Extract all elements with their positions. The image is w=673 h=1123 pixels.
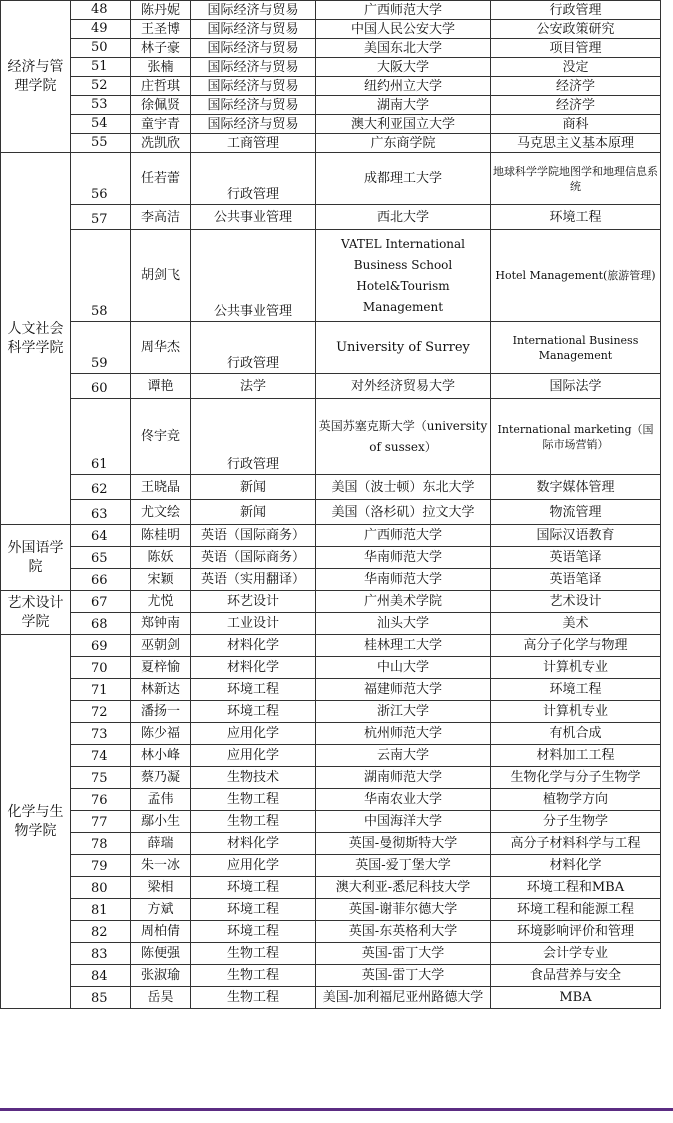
original-major: 生物工程 [191, 965, 316, 987]
student-name: 陈少福 [131, 723, 191, 745]
row-number: 80 [71, 877, 131, 899]
student-name: 孟伟 [131, 789, 191, 811]
admitted-school: 湖南师范大学 [316, 767, 491, 789]
student-name: 薛瑞 [131, 833, 191, 855]
study-field: 美术 [491, 613, 661, 635]
study-field: 经济学 [491, 77, 661, 96]
study-field: 植物学方向 [491, 789, 661, 811]
table-row [1, 965, 661, 987]
table-row [1, 591, 661, 613]
student-name: 谭艳 [131, 374, 191, 399]
row-number: 51 [71, 58, 131, 77]
row-number: 70 [71, 657, 131, 679]
row-number: 78 [71, 833, 131, 855]
study-field: 计算机专业 [491, 657, 661, 679]
original-major: 国际经济与贸易 [191, 1, 316, 20]
student-name: 尤悦 [131, 591, 191, 613]
row-number: 62 [71, 475, 131, 500]
student-name: 林新达 [131, 679, 191, 701]
student-name: 陈妖 [131, 547, 191, 569]
table-row [1, 230, 661, 322]
row-number: 49 [71, 20, 131, 39]
original-major: 国际经济与贸易 [191, 58, 316, 77]
admitted-school: 英国-东英格利大学 [316, 921, 491, 943]
admitted-school: 英国-谢菲尔德大学 [316, 899, 491, 921]
table-row [1, 701, 661, 723]
student-name: 周柏倩 [131, 921, 191, 943]
table-row [1, 205, 661, 230]
student-name: 王晓晶 [131, 475, 191, 500]
admitted-school: University of Surrey [316, 322, 491, 374]
student-name: 朱一冰 [131, 855, 191, 877]
original-major: 新闻 [191, 475, 316, 500]
row-number: 53 [71, 96, 131, 115]
student-name: 林子豪 [131, 39, 191, 58]
admitted-school: 华南农业大学 [316, 789, 491, 811]
admitted-school: 广州美术学院 [316, 591, 491, 613]
original-major: 行政管理 [191, 153, 316, 205]
table-row [1, 921, 661, 943]
study-field: 有机合成 [491, 723, 661, 745]
table-row [1, 58, 661, 77]
table-row [1, 134, 661, 153]
original-major: 材料化学 [191, 657, 316, 679]
study-field: 计算机专业 [491, 701, 661, 723]
row-number: 66 [71, 569, 131, 591]
admitted-school: 广东商学院 [316, 134, 491, 153]
student-name: 郑钟南 [131, 613, 191, 635]
row-number: 57 [71, 205, 131, 230]
original-major: 国际经济与贸易 [191, 39, 316, 58]
row-number: 84 [71, 965, 131, 987]
admitted-school: 英国苏塞克斯大学（university of sussex） [316, 399, 491, 475]
study-field: 环境工程和MBA [491, 877, 661, 899]
admitted-school: 英国-雷丁大学 [316, 943, 491, 965]
admitted-school: 澳大利亚-悉尼科技大学 [316, 877, 491, 899]
row-number: 60 [71, 374, 131, 399]
admitted-school: 大阪大学 [316, 58, 491, 77]
admitted-school: 美国（洛杉矶）拉文大学 [316, 500, 491, 525]
original-major: 国际经济与贸易 [191, 115, 316, 134]
table-row [1, 374, 661, 399]
original-major: 英语（实用翻译） [191, 569, 316, 591]
study-field: 商科 [491, 115, 661, 134]
original-major: 国际经济与贸易 [191, 20, 316, 39]
student-name: 陈桂明 [131, 525, 191, 547]
study-field: International marketing（国际市场营销） [491, 399, 661, 475]
table-row [1, 525, 661, 547]
table-row [1, 833, 661, 855]
original-major: 国际经济与贸易 [191, 77, 316, 96]
original-major: 英语（国际商务） [191, 547, 316, 569]
row-number: 48 [71, 1, 131, 20]
admitted-school: 英国-曼彻斯特大学 [316, 833, 491, 855]
admitted-school: 中国海洋大学 [316, 811, 491, 833]
row-number: 58 [71, 230, 131, 322]
table-row [1, 613, 661, 635]
row-number: 54 [71, 115, 131, 134]
admitted-school: 福建师范大学 [316, 679, 491, 701]
admitted-school: 广西师范大学 [316, 525, 491, 547]
original-major: 应用化学 [191, 723, 316, 745]
original-major: 英语（国际商务） [191, 525, 316, 547]
row-number: 85 [71, 987, 131, 1009]
row-number: 65 [71, 547, 131, 569]
original-major: 环境工程 [191, 899, 316, 921]
student-name: 岳昊 [131, 987, 191, 1009]
row-number: 75 [71, 767, 131, 789]
student-name: 梁相 [131, 877, 191, 899]
original-major: 工业设计 [191, 613, 316, 635]
study-field: 公安政策研究 [491, 20, 661, 39]
study-field: 材料加工工程 [491, 745, 661, 767]
row-number: 83 [71, 943, 131, 965]
table-row [1, 96, 661, 115]
footer-divider [0, 1108, 673, 1111]
admitted-school: 广西师范大学 [316, 1, 491, 20]
original-major: 行政管理 [191, 322, 316, 374]
original-major: 行政管理 [191, 399, 316, 475]
row-number: 76 [71, 789, 131, 811]
original-major: 环境工程 [191, 679, 316, 701]
student-name: 尤文绘 [131, 500, 191, 525]
study-field: 英语笔译 [491, 547, 661, 569]
study-field: 行政管理 [491, 1, 661, 20]
study-field: 分子生物学 [491, 811, 661, 833]
study-field: 国际法学 [491, 374, 661, 399]
table-row [1, 115, 661, 134]
table-row [1, 811, 661, 833]
row-number: 52 [71, 77, 131, 96]
admitted-school: 美国-加利福尼亚州路德大学 [316, 987, 491, 1009]
table-row [1, 723, 661, 745]
admitted-school: 澳大利亚国立大学 [316, 115, 491, 134]
table-row [1, 635, 661, 657]
table-row [1, 987, 661, 1009]
original-major: 材料化学 [191, 635, 316, 657]
study-field: 食品营养与安全 [491, 965, 661, 987]
table-row [1, 789, 661, 811]
study-field: 没定 [491, 58, 661, 77]
admitted-school: 华南师范大学 [316, 547, 491, 569]
study-field: 马克思主义基本原理 [491, 134, 661, 153]
row-number: 82 [71, 921, 131, 943]
table-row [1, 899, 661, 921]
study-field: MBA [491, 987, 661, 1009]
student-name: 鄢小生 [131, 811, 191, 833]
original-major: 工商管理 [191, 134, 316, 153]
row-number: 72 [71, 701, 131, 723]
original-major: 环境工程 [191, 701, 316, 723]
admitted-school: 汕头大学 [316, 613, 491, 635]
original-major: 生物工程 [191, 811, 316, 833]
row-number: 56 [71, 153, 131, 205]
row-number: 50 [71, 39, 131, 58]
original-major: 公共事业管理 [191, 230, 316, 322]
dept-cell: 化学与生物学院 [1, 635, 71, 1009]
admitted-school: 中山大学 [316, 657, 491, 679]
row-number: 69 [71, 635, 131, 657]
study-field: 国际汉语教育 [491, 525, 661, 547]
student-name: 冼凯欣 [131, 134, 191, 153]
study-field: 艺术设计 [491, 591, 661, 613]
study-field: 项目管理 [491, 39, 661, 58]
student-name: 童宇青 [131, 115, 191, 134]
original-major: 法学 [191, 374, 316, 399]
original-major: 环境工程 [191, 921, 316, 943]
original-major: 生物工程 [191, 987, 316, 1009]
original-major: 新闻 [191, 500, 316, 525]
table-row [1, 679, 661, 701]
student-name: 张楠 [131, 58, 191, 77]
row-number: 55 [71, 134, 131, 153]
student-name: 方斌 [131, 899, 191, 921]
original-major: 生物工程 [191, 943, 316, 965]
admitted-school: 英国-雷丁大学 [316, 965, 491, 987]
student-name: 佟宇竞 [131, 399, 191, 475]
table-row [1, 153, 661, 205]
table-row [1, 657, 661, 679]
original-major: 材料化学 [191, 833, 316, 855]
study-field: 高分子化学与物理 [491, 635, 661, 657]
admitted-school: 华南师范大学 [316, 569, 491, 591]
table-row [1, 20, 661, 39]
admitted-school: 纽约州立大学 [316, 77, 491, 96]
study-field: 环境工程和能源工程 [491, 899, 661, 921]
study-field: 环境影响评价和管理 [491, 921, 661, 943]
table-row [1, 500, 661, 525]
study-field: 英语笔译 [491, 569, 661, 591]
original-major: 生物技术 [191, 767, 316, 789]
study-field: Hotel Management(旅游管理) [491, 230, 661, 322]
student-name: 胡剑飞 [131, 230, 191, 322]
dept-cell: 外国语学院 [1, 525, 71, 591]
row-number: 74 [71, 745, 131, 767]
row-number: 64 [71, 525, 131, 547]
study-field: 物流管理 [491, 500, 661, 525]
admitted-school: 对外经济贸易大学 [316, 374, 491, 399]
table-row [1, 475, 661, 500]
admitted-school: 桂林理工大学 [316, 635, 491, 657]
student-name: 林小峰 [131, 745, 191, 767]
row-number: 73 [71, 723, 131, 745]
study-field: 数字媒体管理 [491, 475, 661, 500]
admitted-school: VATEL International Business School Hotel&Tourism Management [316, 230, 491, 322]
admitted-school: 西北大学 [316, 205, 491, 230]
dept-cell: 艺术设计学院 [1, 591, 71, 635]
student-name: 巫朝剑 [131, 635, 191, 657]
admitted-school: 美国东北大学 [316, 39, 491, 58]
table-row [1, 77, 661, 96]
study-field: 高分子材料科学与工程 [491, 833, 661, 855]
study-field: 材料化学 [491, 855, 661, 877]
study-field: 生物化学与分子生物学 [491, 767, 661, 789]
row-number: 59 [71, 322, 131, 374]
row-number: 67 [71, 591, 131, 613]
table-row [1, 39, 661, 58]
student-name: 蔡乃凝 [131, 767, 191, 789]
row-number: 63 [71, 500, 131, 525]
row-number: 81 [71, 899, 131, 921]
original-major: 公共事业管理 [191, 205, 316, 230]
table-row [1, 547, 661, 569]
admitted-school: 英国-爱丁堡大学 [316, 855, 491, 877]
admitted-school: 中国人民公安大学 [316, 20, 491, 39]
table-row [1, 569, 661, 591]
student-name: 王圣博 [131, 20, 191, 39]
table-row [1, 399, 661, 475]
student-name: 陈丹妮 [131, 1, 191, 20]
table-row [1, 767, 661, 789]
row-number: 79 [71, 855, 131, 877]
study-field: 环境工程 [491, 205, 661, 230]
student-name: 潘扬一 [131, 701, 191, 723]
student-name: 庄哲琪 [131, 77, 191, 96]
row-number: 61 [71, 399, 131, 475]
student-name: 任若蕾 [131, 153, 191, 205]
study-field: 经济学 [491, 96, 661, 115]
dept-cell: 人文社会科学学院 [1, 153, 71, 525]
original-major: 环境工程 [191, 877, 316, 899]
study-field: 环境工程 [491, 679, 661, 701]
row-number: 68 [71, 613, 131, 635]
admitted-school: 杭州师范大学 [316, 723, 491, 745]
admitted-school: 美国（波士顿）东北大学 [316, 475, 491, 500]
dept-cell: 经济与管理学院 [1, 1, 71, 153]
admitted-school: 湖南大学 [316, 96, 491, 115]
table-row [1, 855, 661, 877]
original-major: 国际经济与贸易 [191, 96, 316, 115]
admitted-school: 云南大学 [316, 745, 491, 767]
admitted-school: 成都理工大学 [316, 153, 491, 205]
student-name: 徐佩贤 [131, 96, 191, 115]
table-row [1, 745, 661, 767]
student-name: 张淑瑜 [131, 965, 191, 987]
row-number: 71 [71, 679, 131, 701]
student-name: 周华杰 [131, 322, 191, 374]
table-row [1, 322, 661, 374]
original-major: 生物工程 [191, 789, 316, 811]
study-field: 会计学专业 [491, 943, 661, 965]
student-name: 夏梓愉 [131, 657, 191, 679]
original-major: 环艺设计 [191, 591, 316, 613]
original-major: 应用化学 [191, 855, 316, 877]
study-field: International Business Management [491, 322, 661, 374]
study-field: 地球科学学院地图学和地理信息系统 [491, 153, 661, 205]
table-row [1, 1, 661, 20]
student-name: 宋颖 [131, 569, 191, 591]
table-row [1, 943, 661, 965]
admitted-school: 浙江大学 [316, 701, 491, 723]
student-name: 陈便强 [131, 943, 191, 965]
row-number: 77 [71, 811, 131, 833]
table-row [1, 877, 661, 899]
student-name: 李高洁 [131, 205, 191, 230]
original-major: 应用化学 [191, 745, 316, 767]
